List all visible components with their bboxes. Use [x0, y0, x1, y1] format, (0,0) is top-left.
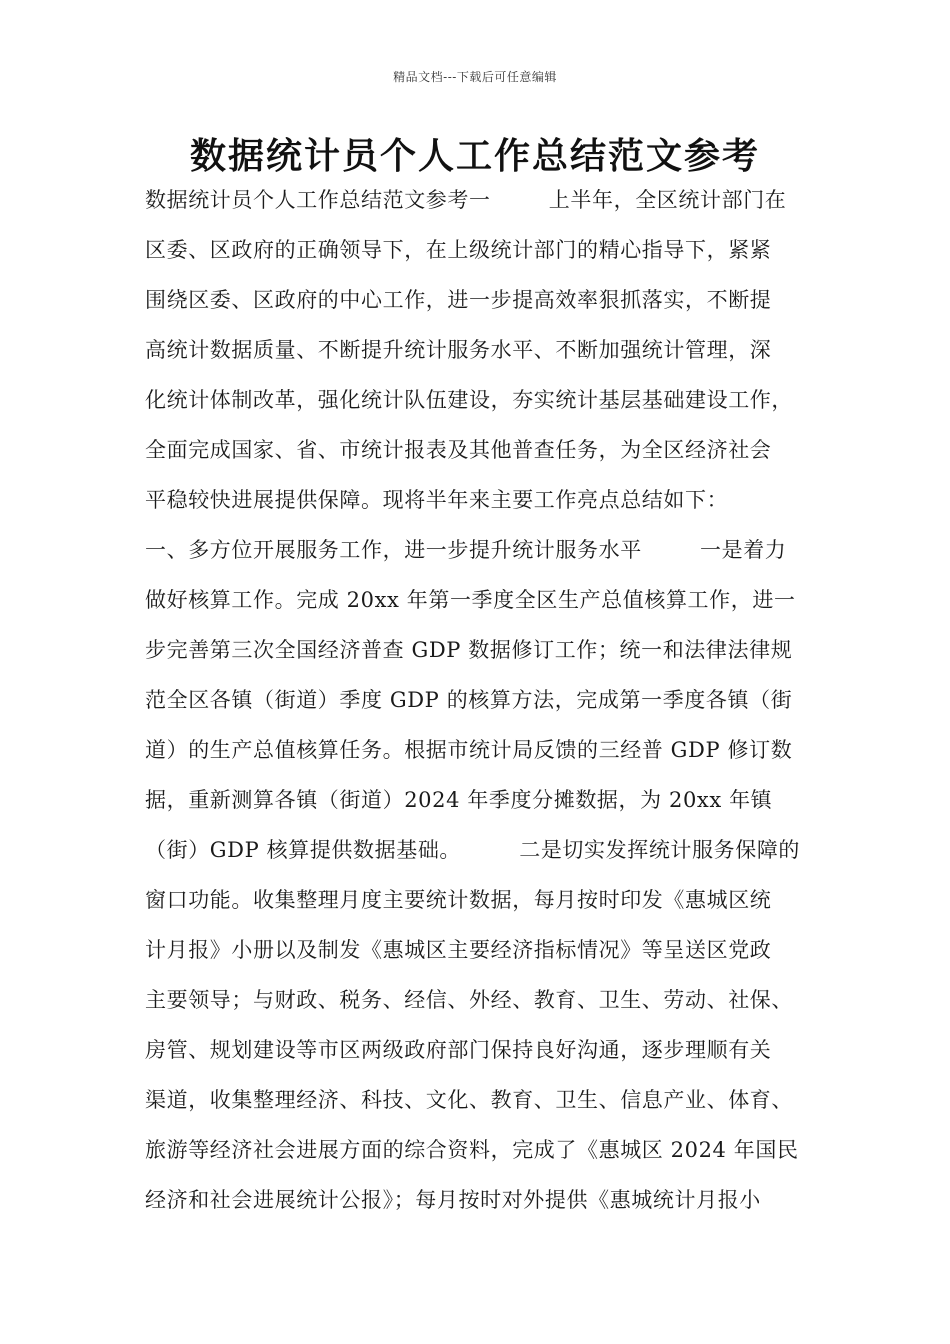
body-line: 全面完成国家、省、市统计报表及其他普查任务，为全区经济社会 [145, 438, 772, 462]
body-line: 范全区各镇（街道）季度 GDP 的核算方法，完成第一季度各镇（街 [145, 688, 793, 712]
body-line: 步完善第三次全国经济普查 GDP 数据修订工作；统一和法律法律规 [145, 638, 793, 662]
body-line: 渠道，收集整理经济、科技、文化、教育、卫生、信息产业、体育、 [145, 1088, 793, 1112]
body-line: 高统计数据质量、不断提升统计服务水平、不断加强统计管理，深 [145, 338, 772, 362]
page-header-note: 精品文档---下载后可任意编辑 [393, 70, 557, 84]
body-line: 计月报》小册以及制发《惠城区主要经济指标情况》等呈送区党政 [145, 938, 772, 962]
body-line: 围绕区委、区政府的中心工作，进一步提高效率狠抓落实，不断提 [145, 288, 772, 312]
body-line: 化统计体制改革，强化统计队伍建设，夯实统计基层基础建设工作， [145, 388, 793, 412]
document-title: 数据统计员个人工作总结范文参考 [189, 135, 760, 177]
body-line: 主要领导；与财政、税务、经信、外经、教育、卫生、劳动、社保、 [145, 988, 793, 1012]
body-line: 窗口功能。收集整理月度主要统计数据，每月按时印发《惠城区统 [145, 888, 772, 912]
body-line: 道）的生产总值核算任务。根据市统计局反馈的三经普 GDP 修订数 [145, 738, 793, 762]
body-line: （街）GDP 核算提供数据基础。 二是切实发挥统计服务保障的 [145, 838, 801, 862]
body-line: 据，重新测算各镇（街道）2024 年季度分摊数据，为 20xx 年镇 [145, 788, 773, 812]
body-line: 经济和社会进展统计公报》；每月按时对外提供《惠城统计月报小 [145, 1188, 761, 1212]
body-line: 区委、区政府的正确领导下，在上级统计部门的精心指导下，紧紧 [145, 238, 772, 262]
body-line: 做好核算工作。完成 20xx 年第一季度全区生产总值核算工作，进一 [145, 588, 796, 612]
body-line: 房管、规划建设等市区两级政府部门保持良好沟通，逐步理顺有关 [145, 1038, 772, 1062]
document-body [145, 183, 835, 1233]
body-line: 平稳较快进展提供保障。现将半年来主要工作亮点总结如下： [145, 488, 729, 512]
body-line: 旅游等经济社会进展方面的综合资料，完成了《惠城区 2024 年国民 [145, 1138, 799, 1162]
body-line: 一、多方位开展服务工作，进一步提升统计服务水平 一是着力 [145, 538, 787, 562]
body-line: 数据统计员个人工作总结范文参考一 上半年，全区统计部门在 [145, 188, 787, 212]
